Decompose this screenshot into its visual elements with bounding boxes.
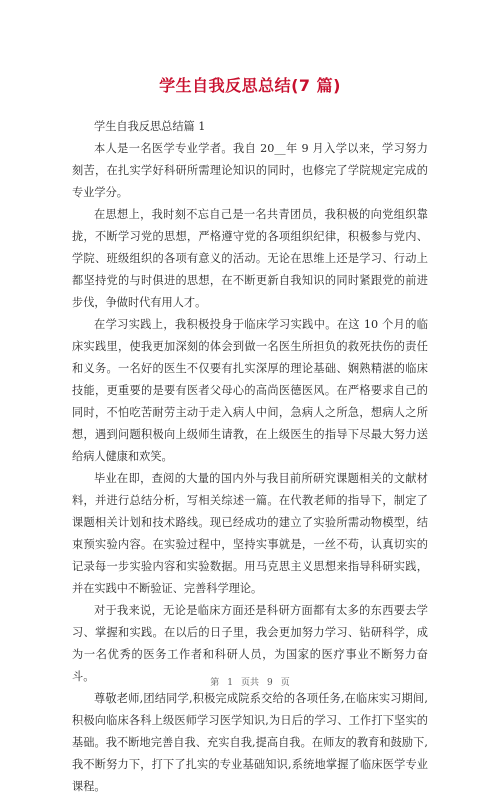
footer-page-word: 第 [210, 678, 220, 688]
footer-page-current: 1 [227, 678, 233, 688]
footer-page-end: 页 [280, 678, 290, 688]
paragraph-practice: 在学习实践上，我积极投身于临床学习实践中。在这 10 个月的临床实践里，使我更加深刻的体会到做一名医生所担负的救死扶伤的责任和义务。一名好的医生不仅要有扎实深厚的理论基础、娴熟精湛的临床技能，更重要的是要有医者父母心的高尚医德医风。在严格要求自己的同时，不怕吃苦耐劳主动于走入病人中间，急病人之所急，想病人之所想，遇到问题积极向上级师生请教，在上级医生的指导下尽最大努力送给病人健康和欢笑。 [72, 318, 428, 463]
paragraph-future: 对于我来说，无论是临床方面还是科研方面都有太多的东西要去学习、掌握和实践。在以后的日子里，我会更加努力学习、钻研科学，成为一名优秀的医务工作者和科研人员，为国家的医疗事业不断努力奋斗。 [72, 604, 428, 683]
section-heading: 学生自我反思总结篇 1 [94, 120, 206, 133]
paragraph-thought: 在思想上，我时刻不忘自己是一名共青团员，我积极的向党组织靠拢，不断学习党的思想，严格遵守党的各项组织纪律，积极参与党内、学院、班级组织的各项有意义的活动。无论在思维上还是学习、行动上都坚持党的与时俱进的思想，在不断更新自我知识的同时紧跟党的前进步伐，争做时代有用人才。 [72, 208, 428, 309]
footer-page-total: 9 [267, 678, 273, 688]
paragraph-respect: 尊敬老师,团结同学,积极完成院系交给的各项任务,在临床实习期间,积极向临床各科上级医师学习医学知识,为日后的学习、工作打下坚实的基础。我不断地完善自我、充实自我,提高自我。在师友的教育和鼓励下,我不断努力下，打下了扎实的专业基础知识,系统地掌握了临床医学专业课程。 [72, 692, 428, 793]
page-footer [0, 675, 500, 688]
document-body [72, 116, 428, 798]
document-title: 学生自我反思总结(7 篇) [159, 76, 341, 95]
paragraph-graduation: 毕业在即，查阅的大量的国内外与我目前所研究课题相关的文献材料，并进行总结分析，写相关综述一篇。在代教老师的指导下，制定了课题相关计划和技术路线。现已经成功的建立了实验所需动物模型，结束预实验内容。在实验过程中，坚持实事就是，一丝不苟，认真切实的记录每一步实验内容和实验数据。用马克思主义思想来指导科研实践，并在实践中不断验证、完善科学理论。 [72, 472, 428, 595]
footer-page-sep: 页共 [240, 678, 259, 688]
paragraph-intro: 本人是一名医学专业学者。我自 20__年 9 月入学以来，学习努力刻苦，在扎实学好科研所需理论知识的同时，也修完了学院规定完成的专业学分。 [72, 142, 428, 199]
